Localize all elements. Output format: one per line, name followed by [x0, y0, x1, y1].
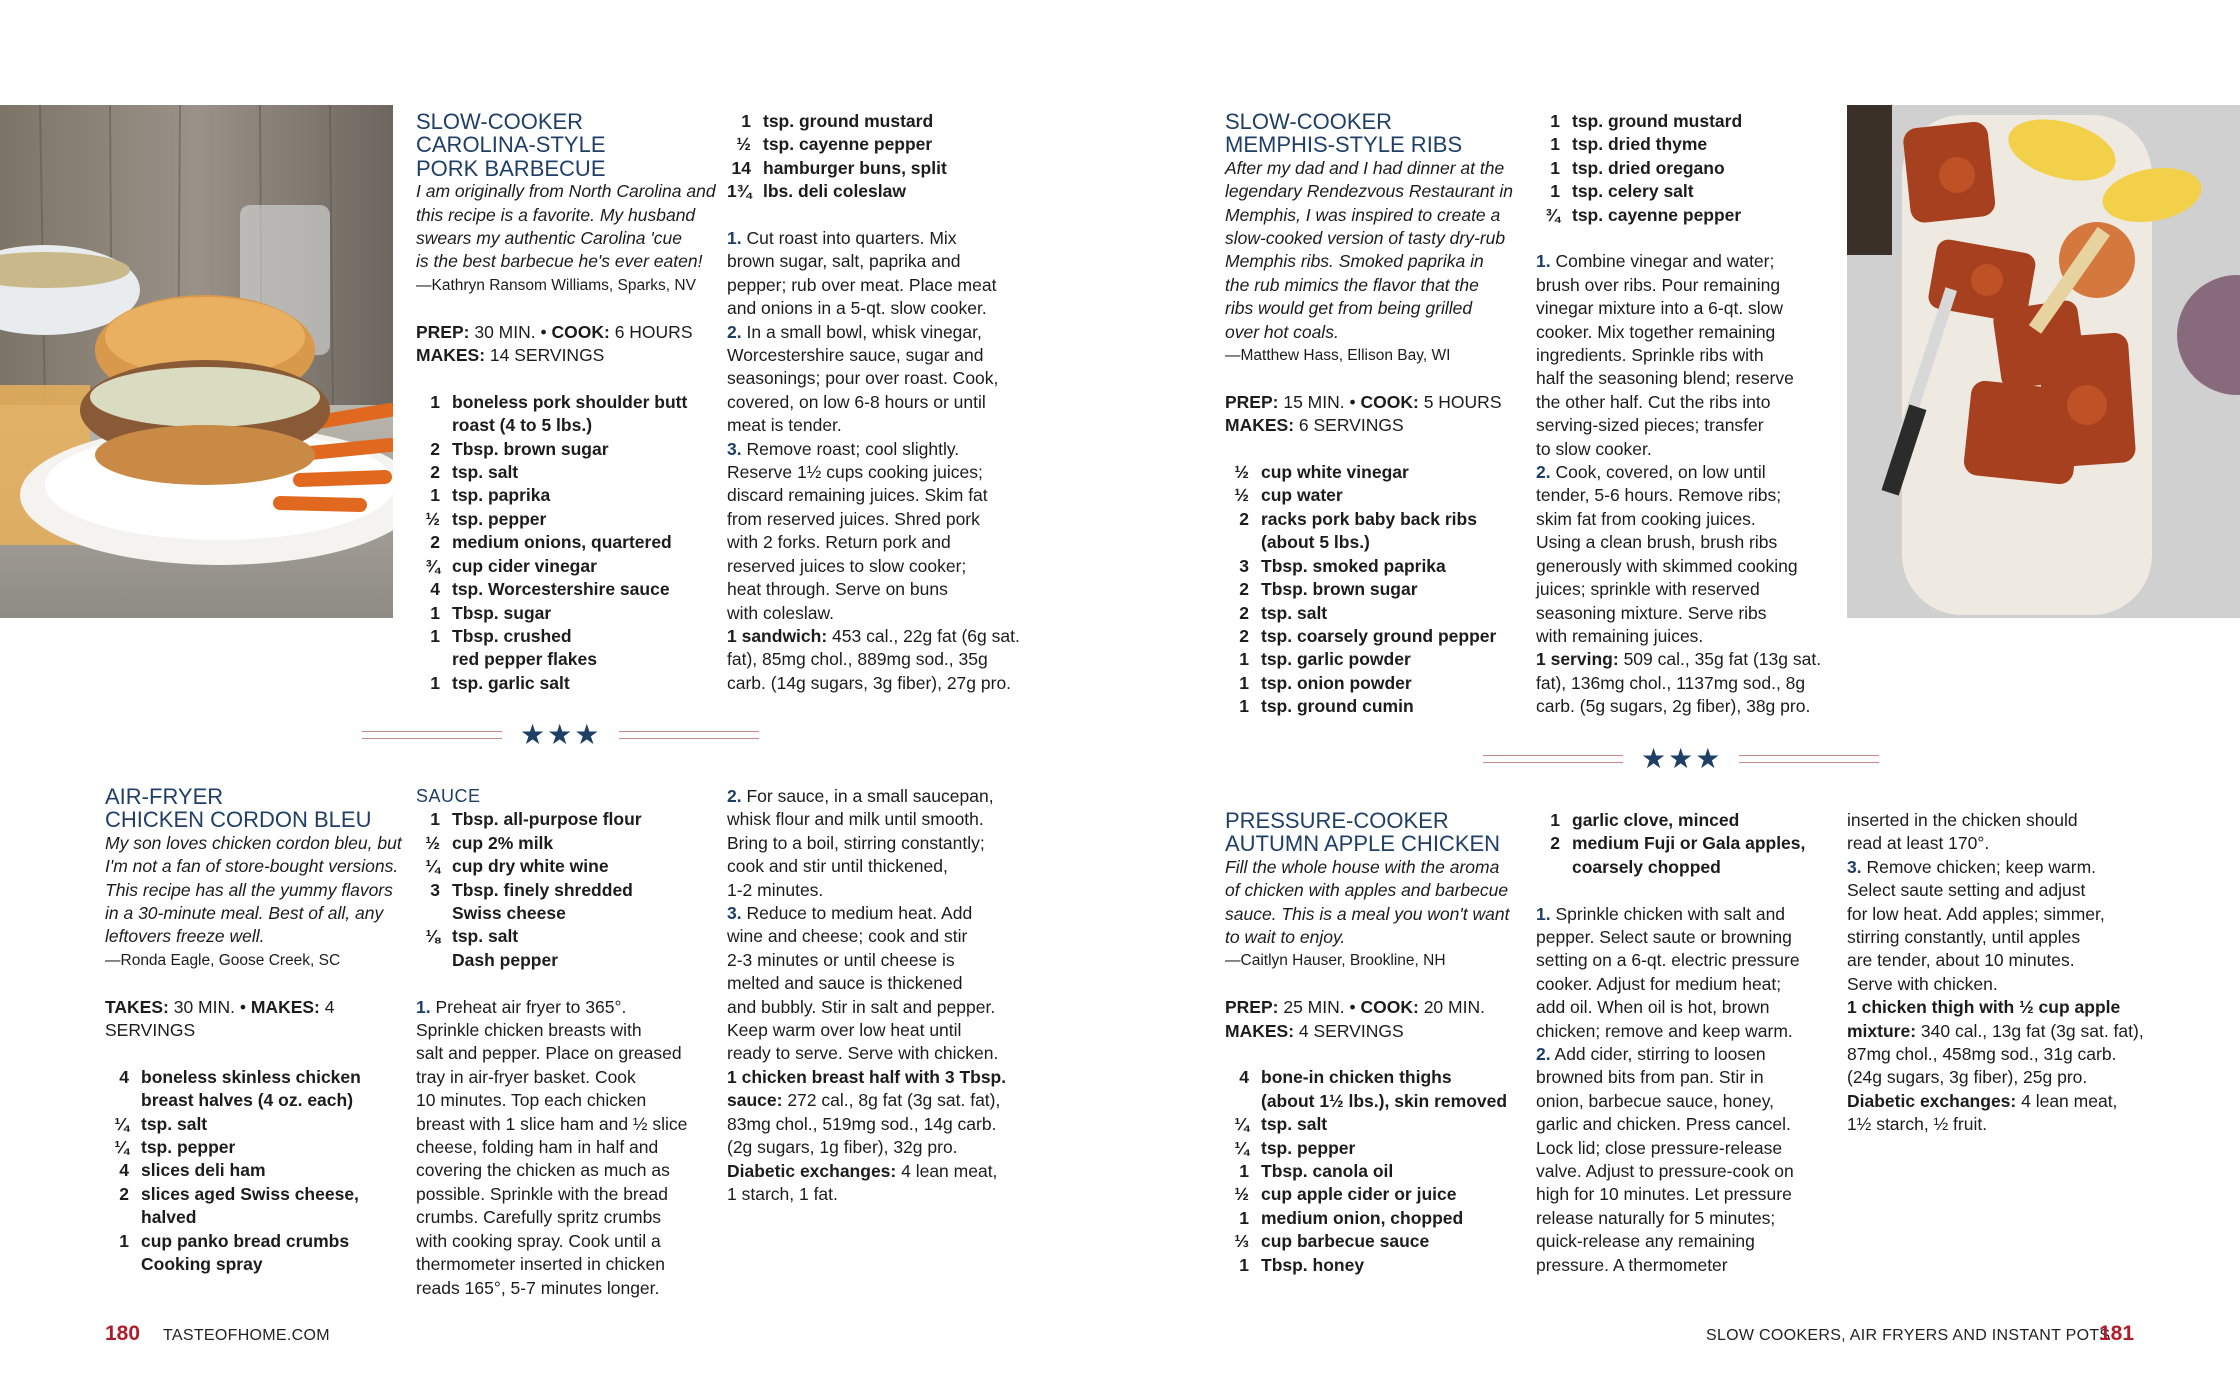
ingredient-item [105, 1113, 405, 1136]
ingredient-text: cup white vinegar [1261, 462, 1409, 483]
ingredient-text: Tbsp. brown sugar [452, 438, 609, 459]
ingredient-text: tsp. paprika [452, 485, 551, 506]
ingredient-quantity: 1 [430, 672, 440, 693]
ingredient-item [416, 832, 716, 855]
recipe1-timing: PREP: 30 MIN. • COOK: 6 HOURS [416, 321, 693, 342]
recipe4-title: PRESSURE-COOKER AUTUMN APPLE CHICKEN [1225, 808, 1501, 857]
ingredient-quantity: 1 [741, 111, 751, 131]
ingredient-item [727, 157, 1027, 180]
recipe3-nutrition: 1 serving: 509 cal., 35g fat (13g sat. fat), 136mg chol., 1137mg sod., 8g carb. (5g sugars, 2g fiber), 38g pro. [1536, 649, 1822, 717]
recipe2-nutrition: 1 chicken breast half with 3 Tbsp. sauce: 272 cal., 8g fat (3g sat. fat), 83mg chol., 519mg sod., 14g carb. (2g sugars, 1g fiber), 32g pro. [727, 1066, 1007, 1158]
ingredient-quantity: 2 [430, 462, 440, 483]
ingredient-item [1225, 1066, 1525, 1113]
ingredient-quantity: 1 [1550, 810, 1560, 830]
recipe2-title: AIR-FRYER CHICKEN CORDON BLEU [105, 784, 372, 833]
ingredient-item [416, 461, 716, 484]
ingredient-text: medium onion, chopped [1261, 1207, 1464, 1228]
ingredient-text: Tbsp. crushed red pepper flakes [452, 625, 597, 670]
recipe3-column-2 [1536, 110, 1836, 719]
recipe1-title: SLOW-COOKER CAROLINA-STYLE PORK BARBECUE [416, 109, 606, 181]
recipe4-column-2 [1536, 809, 1836, 1277]
ingredient-item [416, 625, 716, 672]
step-number: 3. [727, 903, 742, 924]
ingredient-item [416, 925, 716, 948]
ingredient-quantity: ½ [1234, 462, 1249, 483]
ingredient-text: tsp. garlic salt [452, 672, 570, 693]
recipe2-byline: —Ronda Eagle, Goose Creek, SC [105, 951, 341, 969]
ingredient-quantity: ⅓ [1234, 1231, 1249, 1252]
ingredient-text: medium onions, quartered [452, 532, 672, 553]
step-number: 3. [1847, 856, 1862, 877]
ingredient-quantity: 1 [430, 602, 440, 623]
ingredient-item [105, 1183, 405, 1230]
ingredient-text: tsp. ground mustard [763, 111, 934, 131]
recipe1-nutrition: 1 sandwich: 453 cal., 22g fat (6g sat. fat), 85mg chol., 889mg sod., 35g carb. (14g sugars, 3g fiber), 27g pro. [727, 625, 1020, 693]
ingredient-text: Tbsp. honey [1261, 1254, 1365, 1275]
step-number: 2. [1536, 1044, 1551, 1065]
ingredient-item [1225, 578, 1525, 601]
ingredient-item [1225, 1137, 1525, 1160]
ingredient-item [1536, 832, 1836, 879]
direction-step: 1. Sprinkle chicken with salt and pepper. Select saute or browning setting on a 6-qt. electric pressure cooker. Adjust for medium heat; add oil. When oil is hot, brown chicken; remove and keep warm. [1536, 903, 1800, 1041]
right-page-number: 181 [2099, 1322, 2135, 1345]
ingredient-text: tsp. Worcestershire sauce [452, 579, 670, 600]
step-number: 1. [1536, 251, 1551, 272]
ingredient-item [1536, 204, 1836, 227]
recipe4-directions-2 [1847, 856, 2147, 996]
ingredient-quantity: ¼ [1234, 1137, 1249, 1158]
ingredient-text: lbs. deli coleslaw [763, 181, 906, 202]
direction-step: 2. Add cider, stirring to loosen browned bits from pan. Stir in onion, barbecue sauce, honey, garlic and chicken. Press cancel. Lock lid; close pressure-release valve. Adjust to pressure-cook on high for 10 minutes. Let pressure release naturally for 5 minutes; quick-release any remaining pressure. A thermometer [1536, 1044, 1794, 1275]
left-footer-site: TASTEOFHOME.COM [163, 1327, 330, 1344]
ingredient-item [727, 180, 1027, 203]
ingredient-text: slices deli ham [141, 1160, 266, 1181]
ingredient-item [416, 484, 716, 507]
ingredient-item [416, 602, 716, 625]
ingredient-item [1225, 461, 1525, 484]
ingredient-item [416, 578, 716, 601]
ingredient-item [1536, 157, 1836, 180]
recipe1-header [416, 110, 716, 695]
ingredient-item [416, 391, 716, 438]
left-divider-line-right [619, 731, 759, 739]
recipe3-directions [1536, 250, 1836, 648]
ingredient-quantity: 2 [1239, 625, 1249, 646]
left-stars-ornament: ★★★ [520, 719, 602, 750]
ingredient-quantity: 1 [1550, 134, 1560, 155]
ingredient-text: tsp. salt [452, 462, 519, 483]
ingredient-quantity: 4 [1239, 1067, 1249, 1088]
recipe4-timing: PREP: 25 MIN. • COOK: 20 MIN. [1225, 997, 1485, 1018]
ingredient-quantity: 1 [1550, 181, 1560, 202]
ingredient-text: tsp. ground cumin [1261, 696, 1414, 717]
recipe2-diabetic: Diabetic exchanges: 4 lean meat, 1 starch, 1 fat. [727, 1160, 998, 1204]
ingredient-text: cup panko bread crumbs [141, 1230, 350, 1251]
recipe1-ingredients-2 [727, 110, 1027, 204]
step-number: 1. [416, 996, 431, 1017]
ingredient-quantity: 1 [1239, 672, 1249, 693]
ingredient-text: tsp. salt [141, 1113, 208, 1134]
ingredient-text: cup cider vinegar [452, 555, 597, 576]
ingredient-quantity: ¾ [425, 555, 440, 576]
ingredient-quantity: 1 [430, 485, 440, 506]
ingredient-quantity: 1 [1239, 1207, 1249, 1228]
recipe1-column-2 [727, 110, 1027, 695]
ingredient-text: tsp. celery salt [1572, 181, 1694, 202]
recipe1-byline: —Kathryn Ransom Williams, Sparks, NV [416, 276, 696, 294]
recipe2-intro: My son loves chicken cordon bleu, but I'm not a fan of store-bought versions. This recipe has all the yummy flavors in a 30-minute meal. Best of all, any leftovers freeze well. [105, 832, 402, 947]
ingredient-quantity: 2 [1239, 508, 1249, 529]
recipe3-yield: MAKES: 6 SERVINGS [1225, 415, 1404, 436]
ingredient-quantity: 2 [430, 532, 440, 553]
step-number: 3. [727, 438, 742, 459]
ingredient-quantity: ½ [1234, 1184, 1249, 1205]
ingredient-quantity: 4 [119, 1160, 129, 1181]
ingredient-text: tsp. salt [1261, 1114, 1328, 1135]
ingredient-item [1225, 1160, 1525, 1183]
ingredient-quantity: 1 [1239, 649, 1249, 670]
ingredient-item [416, 438, 716, 461]
ingredient-text: cup 2% milk [452, 832, 554, 853]
ingredient-item [1225, 672, 1525, 695]
ingredient-quantity: 1 [430, 809, 440, 830]
ingredient-text: tsp. cayenne pepper [763, 134, 933, 155]
step-number: 2. [727, 321, 742, 342]
recipe1-ingredients [416, 391, 716, 695]
ingredient-quantity: ½ [1234, 485, 1249, 506]
ingredient-quantity: ¼ [114, 1113, 129, 1134]
ingredient-text: cup dry white wine [452, 856, 609, 877]
ingredient-text: garlic clove, minced [1572, 810, 1740, 830]
ingredient-quantity: 2 [119, 1183, 129, 1204]
ingredient-text: Tbsp. canola oil [1261, 1161, 1394, 1182]
step-number: 1. [1536, 903, 1551, 924]
ingredient-item [1536, 110, 1836, 133]
ingredient-item [416, 879, 716, 926]
ingredient-item [1536, 809, 1836, 832]
ingredient-quantity: 1 [1239, 1161, 1249, 1182]
ingredient-item [1225, 1183, 1525, 1206]
pulled-pork-photo [0, 105, 393, 618]
ingredient-text: tsp. dried thyme [1572, 134, 1708, 155]
ingredient-quantity: 1¾ [727, 181, 752, 202]
recipe1-yield: MAKES: 14 SERVINGS [416, 345, 605, 366]
direction-step: 3. Remove chicken; keep warm. Select saute setting and adjust for low heat. Add apples; simmer, stirring constantly, until apples are tender, about 10 minutes. Serve with chicken. [1847, 856, 2105, 994]
ingredient-item [727, 110, 1027, 133]
recipe4-directions-1 [1536, 903, 1836, 1278]
ingredient-text: Cooking spray [141, 1254, 263, 1275]
recipe2-column-3 [727, 785, 1027, 1206]
recipe4-header [1225, 809, 1525, 1277]
ingredient-text: Tbsp. sugar [452, 602, 552, 623]
ingredient-text: hamburger buns, split [763, 157, 947, 178]
ingredient-text: tsp. salt [452, 926, 519, 947]
ingredient-text: medium Fuji or Gala apples, coarsely chopped [1572, 833, 1806, 877]
recipe4-yield: MAKES: 4 SERVINGS [1225, 1020, 1404, 1041]
ingredient-text: tsp. coarsely ground pepper [1261, 625, 1497, 646]
ingredient-quantity: ¼ [114, 1137, 129, 1158]
direction-step: 3. Reduce to medium heat. Add wine and cheese; cook and stir 2-3 minutes or until cheese is melted and sauce is thickened and bubbly. Stir in salt and pepper. Keep warm over low heat until ready to serve. Serve with chicken. [727, 903, 999, 1064]
recipe4-ingredients [1225, 1066, 1525, 1277]
ingredient-quantity: ⅛ [425, 926, 440, 947]
recipe3-ingredients [1225, 461, 1525, 718]
ingredient-text: slices aged Swiss cheese, halved [141, 1183, 359, 1228]
ingredient-item [105, 1159, 405, 1182]
ingredient-quantity: ¼ [1234, 1114, 1249, 1135]
recipe2-header [105, 785, 405, 1277]
recipe4-nutrition: 1 chicken thigh with ½ cup apple mixture: 340 cal., 13g fat (3g sat. fat), 87mg chol., 458mg sod., 31g carb. (24g sugars, 3g fiber), 25g pro. [1847, 997, 2144, 1088]
ingredient-quantity: 2 [1239, 579, 1249, 600]
ingredient-text: tsp. pepper [141, 1137, 236, 1158]
direction-step: 2. In a small bowl, whisk vinegar, Worcestershire sauce, sugar and seasonings; pour over roast. Cook, covered, on low 6-8 hours or until meat is tender. [727, 321, 999, 436]
ingredient-text: boneless skinless chicken breast halves (4 oz. each) [141, 1066, 361, 1111]
ingredient-text: Dash pepper [452, 949, 558, 970]
ingredient-quantity: 1 [1550, 157, 1560, 178]
recipe3-byline: —Matthew Hass, Ellison Bay, WI [1225, 347, 1451, 365]
direction-step: 3. Remove roast; cool slightly. Reserve 1½ cups cooking juices; discard remaining juices. Skim fat from reserved juices. Shred pork with 2 forks. Return pork and reserved juices to slow cooker; heat through. Serve on buns with coleslaw. [727, 438, 988, 623]
left-divider-line-left [362, 731, 502, 739]
ingredient-text: bone-in chicken thighs (about 1½ lbs.), skin removed [1261, 1067, 1508, 1111]
ingredient-item [1225, 695, 1525, 718]
recipe4-byline: —Caitlyn Hauser, Brookline, NH [1225, 952, 1446, 970]
ingredient-quantity: 3 [1239, 555, 1249, 576]
ingredient-text: cup barbecue sauce [1261, 1231, 1430, 1252]
recipe2-directions-1 [416, 996, 716, 1300]
direction-step: 1. Combine vinegar and water; brush over ribs. Pour remaining vinegar mixture into a 6-qt. slow cooker. Mix together remaining ingredients. Sprinkle ribs with half the seasoning blend; reserve the other half. Cut the ribs into serving-sized pieces; transfer to slow cooker. [1536, 251, 1794, 459]
recipe2-timing: TAKES: 30 MIN. • MAKES: 4 SERVINGS [105, 996, 335, 1041]
ingredient-text: tsp. cayenne pepper [1572, 204, 1742, 225]
recipe3-title: SLOW-COOKER MEMPHIS-STYLE RIBS [1225, 109, 1463, 158]
ingredient-item [1225, 625, 1525, 648]
ingredient-item [1225, 484, 1525, 507]
ingredient-text: Tbsp. brown sugar [1261, 579, 1418, 600]
direction-step: 1. Cut roast into quarters. Mix brown sugar, salt, paprika and pepper; rub over meat. Place meat and onions in a 5-qt. slow cooker. [727, 228, 997, 319]
recipe2-sauce-heading: SAUCE [416, 786, 481, 806]
ingredient-item [1225, 602, 1525, 625]
ingredient-item [105, 1230, 405, 1253]
ingredient-item [416, 531, 716, 554]
recipe4-intro: Fill the whole house with the aroma of chicken with apples and barbecue sauce. This is a meal you won't want to wait to enjoy. [1225, 856, 1510, 948]
ingredient-quantity: 3 [430, 879, 440, 900]
direction-step: 2. For sauce, in a small saucepan, whisk flour and milk until smooth. Bring to a boil, stirring constantly; cook and stir until thickened, 1-2 minutes. [727, 786, 994, 900]
recipe4-ingredients-2 [1536, 809, 1836, 879]
ingredient-item [727, 133, 1027, 156]
recipe4-directions-continued: inserted in the chicken should read at least 170°. [1847, 810, 2078, 854]
ingredient-quantity: ½ [425, 508, 440, 529]
ingredient-quantity: 1 [1550, 111, 1560, 131]
ingredient-quantity: ½ [736, 134, 751, 155]
right-stars-ornament: ★★★ [1641, 743, 1723, 774]
recipe3-timing: PREP: 15 MIN. • COOK: 5 HOURS [1225, 391, 1502, 412]
ingredient-item [105, 1136, 405, 1159]
ingredient-item [416, 672, 716, 695]
recipe3-ingredients-2 [1536, 110, 1836, 227]
right-footer-section: SLOW COOKERS, AIR FRYERS AND INSTANT POTS [1706, 1327, 2111, 1344]
recipe3-intro: After my dad and I had dinner at the legendary Rendezvous Restaurant in Memphis, I was inspired to create a slow-cooked version of tasty dry-rub Memphis ribs. Smoked paprika in the rub mimics the flavor that the ribs would get from being grilled over hot coals. [1225, 157, 1513, 342]
ingredient-item [105, 1066, 405, 1113]
recipe3-header [1225, 110, 1525, 719]
ingredient-item [1225, 1254, 1525, 1277]
ingredient-quantity: 1 [430, 625, 440, 646]
ingredient-quantity: 14 [731, 157, 751, 178]
direction-step: 1. Preheat air fryer to 365°. Sprinkle chicken breasts with salt and pepper. Place on greased tray in air-fryer basket. Cook 10 minutes. Top each chicken breast with 1 slice ham and ½ slice cheese, folding ham in half and covering the chicken as much as possible. Sprinkle with the bread crumbs. Carefully spritz crumbs with cooking spray. Cook until a thermometer inserted in chicken reads 165°, 5-7 minutes longer. [416, 996, 688, 1298]
ingredient-quantity: ¾ [1545, 204, 1560, 225]
ingredient-quantity: 2 [430, 438, 440, 459]
ingredient-text: racks pork baby back ribs (about 5 lbs.) [1261, 508, 1477, 553]
step-number: 2. [1536, 462, 1551, 483]
left-page-number: 180 [105, 1322, 141, 1345]
recipe4-diabetic: Diabetic exchanges: 4 lean meat, 1½ starch, ½ fruit. [1847, 1090, 2118, 1135]
recipe2-column-2 [416, 785, 716, 1300]
ingredient-item [105, 1253, 405, 1276]
ingredient-item [1225, 1230, 1525, 1253]
ingredient-quantity: ½ [425, 832, 440, 853]
ingredient-text: tsp. dried oregano [1572, 157, 1725, 178]
ingredient-text: cup water [1261, 485, 1343, 506]
ingredient-quantity: 2 [1550, 833, 1560, 854]
ingredient-quantity: 1 [1239, 696, 1249, 717]
ingredient-text: boneless pork shoulder butt roast (4 to 5 lbs.) [452, 391, 688, 436]
ingredient-item [1225, 648, 1525, 671]
ingredient-item [1536, 133, 1836, 156]
step-number: 2. [727, 786, 742, 806]
ingredient-item [416, 808, 716, 831]
ingredient-item [1225, 508, 1525, 555]
ingredient-quantity: 4 [119, 1066, 129, 1087]
ingredient-item [416, 555, 716, 578]
ingredient-item [1225, 555, 1525, 578]
ingredient-text: tsp. salt [1261, 602, 1328, 623]
ingredient-text: tsp. pepper [452, 508, 547, 529]
ingredient-item [1225, 1207, 1525, 1230]
ingredient-item [1225, 1113, 1525, 1136]
recipe4-column-3 [1847, 809, 2147, 1137]
ribs-photo [1847, 105, 2240, 618]
ingredient-text: tsp. pepper [1261, 1137, 1356, 1158]
ingredient-item [416, 949, 716, 972]
right-divider-line-left [1483, 755, 1623, 763]
recipe1-intro: I am originally from North Carolina and this recipe is a favorite. My husband swears my authentic Carolina 'cue is the best barbecue he's ever eaten! [416, 181, 716, 272]
ingredient-quantity: 2 [1239, 602, 1249, 623]
ingredient-quantity: ¼ [425, 856, 440, 877]
recipe2-sauce-ingredients [416, 808, 716, 972]
direction-step: 2. Cook, covered, on low until tender, 5-6 hours. Remove ribs; skim fat from cooking juices. Using a clean brush, brush ribs generously with skimmed cooking juices; sprinkle with reserved seasoning mixture. Serve ribs with remaining juices. [1536, 462, 1798, 646]
ingredient-text: Tbsp. smoked paprika [1261, 555, 1446, 576]
ingredient-item [1536, 180, 1836, 203]
ingredient-text: tsp. onion powder [1261, 672, 1412, 693]
ingredient-text: tsp. ground mustard [1572, 111, 1743, 131]
ingredient-item [416, 855, 716, 878]
ingredient-item [416, 508, 716, 531]
step-number: 1. [727, 228, 742, 249]
right-divider-line-right [1739, 755, 1879, 763]
ingredient-quantity: 4 [430, 579, 440, 600]
ingredient-quantity: 1 [430, 391, 440, 412]
ingredient-text: tsp. garlic powder [1261, 649, 1411, 670]
recipe1-directions [727, 227, 1027, 625]
ingredient-quantity: 1 [119, 1230, 129, 1251]
ingredient-text: Tbsp. all-purpose flour [452, 809, 642, 830]
ingredient-quantity: 1 [1239, 1254, 1249, 1275]
recipe2-ingredients [105, 1066, 405, 1277]
ingredient-text: Tbsp. finely shredded Swiss cheese [452, 879, 633, 924]
ingredient-text: cup apple cider or juice [1261, 1184, 1457, 1205]
recipe2-directions-2 [727, 785, 1027, 1066]
